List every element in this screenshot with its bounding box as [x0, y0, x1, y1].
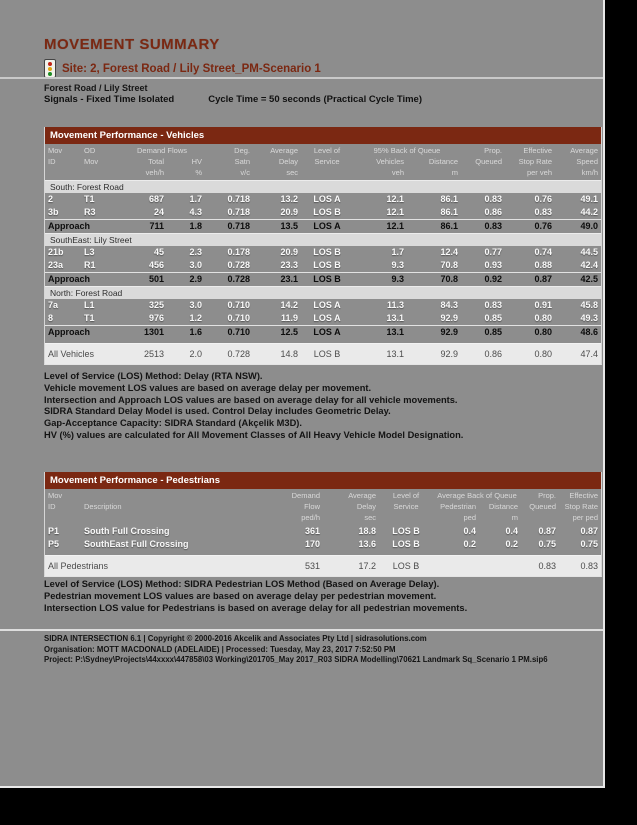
note-line: HV (%) values are calculated for All Movement Classes of All Heavy Vehicle Model Designation.	[44, 429, 464, 440]
pedestrians-header-line-1	[45, 490, 601, 501]
cell: 0.2	[463, 539, 476, 549]
cell: 48.6	[580, 327, 598, 337]
pedestrian-row	[45, 538, 601, 551]
cell: 1.7	[391, 247, 404, 257]
cell: L1	[84, 300, 95, 310]
movement-row	[45, 206, 601, 219]
cell: LOS B	[392, 526, 420, 536]
col-sub: Delay	[356, 502, 376, 511]
col-unit: sec	[286, 168, 298, 177]
cell: 0.86	[484, 207, 502, 217]
col-sub: Vehicles	[376, 157, 404, 166]
col-prop-queued: Prop.	[484, 146, 502, 155]
vehicle-notes	[44, 371, 600, 442]
cell: SouthEast Full Crossing	[84, 539, 189, 549]
cell: 0.83	[484, 194, 502, 204]
col-avg-delay: Average	[270, 146, 298, 155]
cell: 0.87	[538, 526, 556, 536]
col-unit: veh	[391, 168, 404, 177]
cell: 456	[148, 260, 164, 270]
note-line: Pedestrian movement LOS values are based on average delay per pedestrian movement.	[44, 590, 437, 601]
movement-row	[45, 299, 601, 312]
cell: 0.710	[227, 300, 250, 310]
report-footer	[44, 634, 600, 666]
col-sub: HV	[191, 157, 202, 166]
cell: R1	[84, 260, 96, 270]
approach-label: Approach	[48, 221, 91, 231]
cell: 531	[304, 561, 320, 571]
cell: 23a	[48, 260, 64, 270]
vehicles-column-header	[45, 144, 601, 180]
traffic-light-icon	[44, 59, 56, 78]
cell: 13.6	[358, 539, 376, 549]
approach-label: Approach	[48, 274, 91, 284]
vehicles-table-title: Movement Performance - Vehicles	[45, 127, 601, 144]
cell: 12.1	[386, 207, 404, 217]
cell: 361	[304, 526, 320, 536]
cell: 92.9	[440, 349, 458, 359]
cell: 45	[153, 247, 164, 257]
cell: LOS B	[313, 349, 341, 359]
cell: 70.8	[440, 260, 458, 270]
cell: South Full Crossing	[84, 526, 170, 536]
col-sub: Flow	[304, 502, 320, 511]
cell: 49.3	[580, 313, 598, 323]
cell: 13.5	[280, 221, 298, 231]
cell: LOS A	[313, 194, 341, 204]
cell: 0.80	[534, 349, 552, 359]
cell: 0.710	[227, 313, 250, 323]
cell: LOS A	[313, 300, 341, 310]
col-unit: km/h	[581, 168, 598, 177]
cell: 84.3	[440, 300, 458, 310]
col-demand-flow: Demand	[291, 491, 320, 500]
cell: 13.1	[386, 327, 404, 337]
cell: 1.7	[189, 194, 202, 204]
cell: 0.83	[484, 221, 502, 231]
cell: 0.91	[534, 300, 552, 310]
cell: 20.9	[280, 207, 298, 217]
col-demand-flows: Demand Flows	[136, 146, 188, 155]
cell: 49.1	[580, 194, 598, 204]
col-mov-id: Mov	[48, 491, 63, 500]
cell: 24	[153, 207, 164, 217]
cell: 0.83	[538, 561, 556, 571]
cell: 687	[148, 194, 164, 204]
col-sub: Queued	[475, 157, 502, 166]
cell: 0.728	[227, 260, 250, 270]
cell: 11.3	[386, 300, 404, 310]
cell: 0.83	[534, 207, 552, 217]
col-sub: ID	[48, 502, 56, 511]
cell: 44.5	[580, 247, 598, 257]
cell: 1.8	[189, 221, 202, 231]
col-unit: per veh	[526, 168, 552, 177]
cell: 1.2	[189, 313, 202, 323]
pedestrians-column-header	[45, 489, 601, 525]
pedestrian-notes	[44, 579, 600, 614]
cell: 11.9	[280, 313, 298, 323]
cell: R3	[84, 207, 96, 217]
cell: 42.5	[580, 274, 598, 284]
cell: 0.76	[534, 221, 552, 231]
col-unit: %	[195, 168, 202, 177]
cell: 0.80	[534, 313, 552, 323]
col-sub: Queued	[529, 502, 556, 511]
cell: 2513	[143, 349, 164, 359]
cell: 976	[148, 313, 164, 323]
footer-line-project: Project: P:\Sydney\Projects\44xxxx\447858\03 Working\201705_May 2017_R03 SIDRA Modelling\70621 Landmark Sq_Scenario 1 PM.sip6	[44, 655, 548, 664]
note-line: Intersection and Approach LOS values are based on average delay for all vehicle movements.	[44, 394, 458, 405]
cell: 12.5	[280, 327, 298, 337]
cell: P5	[48, 539, 60, 549]
col-unit: veh/h	[145, 168, 164, 177]
vehicles-header-units	[45, 167, 601, 178]
pedestrians-table	[44, 472, 602, 577]
movement-row	[45, 312, 601, 325]
cell: 23.3	[280, 260, 298, 270]
col-unit: v/c	[240, 168, 250, 177]
red-light-dot	[48, 62, 52, 66]
cell: 12.4	[440, 247, 458, 257]
cell: LOS A	[313, 313, 341, 323]
cell: 3.0	[189, 300, 202, 310]
cell: 9.3	[391, 260, 404, 270]
cell: 7a	[48, 300, 59, 310]
cell: 17.2	[358, 561, 376, 571]
footer-line-organisation: Organisation: MOTT MACDONALD (ADELAIDE) | Processed: Tuesday, May 23, 2017 7:52:50 PM	[44, 644, 396, 654]
cell: 70.8	[440, 274, 458, 284]
cell: LOS B	[392, 539, 420, 549]
cell: 3b	[48, 207, 59, 217]
cell: 42.4	[580, 260, 598, 270]
cell: 86.1	[440, 221, 458, 231]
col-unit: ped	[463, 513, 476, 522]
cell: 12.1	[386, 194, 404, 204]
approach-summary-row	[45, 272, 601, 286]
col-sub: ID	[48, 157, 56, 166]
control-type: Signals - Fixed Time Isolated	[44, 94, 175, 105]
cycle-time: Cycle Time = 50 seconds (Practical Cycle Time)	[208, 94, 423, 105]
cell: P1	[48, 526, 60, 536]
cell: 14.8	[280, 349, 298, 359]
control-summary	[44, 94, 422, 105]
cell: 0.86	[484, 349, 502, 359]
cell: 0.93	[484, 260, 502, 270]
cell: 170	[304, 539, 320, 549]
cell: 501	[148, 274, 164, 284]
cell: LOS B	[392, 561, 420, 571]
approach-group-label: North: Forest Road	[45, 286, 601, 299]
pedestrian-row	[45, 525, 601, 538]
col-sub: Speed	[576, 157, 598, 166]
cell: LOS B	[313, 260, 341, 270]
col-od-mov: OD	[84, 146, 96, 155]
col-back-of-queue: 95% Back of Queue	[373, 146, 441, 155]
note-line: Vehicle movement LOS values are based on average delay per movement.	[44, 382, 372, 393]
cell: 0.83	[580, 561, 598, 571]
col-los: Level of	[313, 146, 341, 155]
pedestrians-table-title: Movement Performance - Pedestrians	[45, 472, 601, 489]
cell: 86.1	[440, 207, 458, 217]
cell: LOS B	[313, 207, 341, 217]
col-sub: Description	[84, 502, 122, 511]
col-sub: Stop Rate	[564, 502, 598, 511]
cell: 2.9	[189, 274, 202, 284]
col-unit: per ped	[572, 513, 598, 522]
col-unit: ped/h	[301, 513, 320, 522]
cell: 0.87	[534, 274, 552, 284]
all-pedestrians-row	[45, 555, 601, 576]
approach-summary-row	[45, 219, 601, 233]
approach-label: Approach	[48, 327, 91, 337]
cell: 0.728	[227, 274, 250, 284]
cell: 47.4	[580, 349, 598, 359]
site-title: Site: 2, Forest Road / Lily Street_PM-Scenario 1	[62, 62, 321, 75]
cell: 0.85	[484, 327, 502, 337]
cell: 0.710	[227, 327, 250, 337]
col-stop-rate: Effective	[569, 491, 598, 500]
note-line: Intersection LOS value for Pedestrians is based on average delay for all pedestrian movements.	[44, 602, 468, 613]
cell: 92.9	[440, 313, 458, 323]
col-los: Level of	[392, 491, 420, 500]
vehicles-header-line-2	[45, 156, 601, 167]
cell: 0.4	[505, 526, 518, 536]
green-light-dot	[48, 72, 52, 76]
cell: 711	[149, 221, 164, 231]
cell: 14.2	[280, 300, 298, 310]
col-prop-queued: Prop.	[538, 491, 556, 500]
cell: 0.74	[534, 247, 552, 257]
cell: 0.718	[227, 207, 250, 217]
cell: 0.87	[580, 526, 598, 536]
approach-group-label: South: Forest Road	[45, 180, 601, 193]
col-avg-delay: Average	[348, 491, 376, 500]
col-sub: Service	[393, 502, 419, 511]
col-sub: Stop Rate	[518, 157, 552, 166]
cell: 0.83	[484, 300, 502, 310]
cell	[433, 556, 479, 576]
cell: 23.1	[280, 274, 298, 284]
cell: 0.92	[484, 274, 502, 284]
cell: 4.3	[189, 207, 202, 217]
cell: 0.728	[227, 349, 250, 359]
col-unit: m	[511, 513, 518, 522]
cell: 0.76	[534, 194, 552, 204]
col-back-of-queue: Average Back of Queue	[437, 491, 517, 500]
col-avg-speed: Average	[570, 146, 598, 155]
all-pedestrians-label: All Pedestrians	[48, 561, 109, 571]
pedestrians-table-body	[45, 525, 601, 551]
cell: T1	[84, 313, 95, 323]
col-unit: sec	[364, 513, 376, 522]
cell: 86.1	[440, 194, 458, 204]
col-sub: Distance	[428, 157, 458, 166]
cell: 13.1	[386, 349, 404, 359]
pedestrians-header-units	[45, 512, 601, 523]
vehicles-header-line-1	[45, 145, 601, 156]
vehicles-table	[44, 127, 602, 365]
cell: L3	[84, 247, 95, 257]
header-divider	[0, 77, 603, 79]
vehicles-table-body	[45, 180, 601, 339]
col-sub: Service	[314, 157, 340, 166]
cell: 0.77	[484, 247, 502, 257]
cell: 0.718	[227, 194, 250, 204]
cell: 0.178	[227, 247, 250, 257]
col-sub: Total	[148, 157, 164, 166]
col-unit: m	[451, 168, 458, 177]
note-line: SIDRA Standard Delay Model is used. Control Delay includes Geometric Delay.	[44, 406, 391, 417]
approach-summary-row	[45, 325, 601, 339]
cell: 0.80	[534, 327, 552, 337]
cell: 13.2	[280, 194, 298, 204]
movement-row	[45, 259, 601, 272]
footer-divider	[0, 629, 603, 631]
movement-row	[45, 246, 601, 259]
cell: 2.3	[189, 247, 202, 257]
cell: 1.6	[189, 327, 202, 337]
intersection-name: Forest Road / Lily Street	[44, 83, 148, 93]
cell: LOS B	[313, 247, 341, 257]
yellow-light-dot	[48, 67, 52, 71]
all-vehicles-row	[45, 343, 601, 364]
cell: 0.88	[534, 260, 552, 270]
cell: 0.718	[227, 221, 250, 231]
col-deg-satn: Deg.	[234, 146, 250, 155]
col-sub: Mov	[84, 157, 99, 166]
cell: 9.3	[391, 274, 404, 284]
cell: 92.9	[440, 327, 458, 337]
cell: LOS A	[313, 221, 341, 231]
cell: 8	[48, 313, 54, 323]
note-line: Level of Service (LOS) Method: SIDRA Pedestrian LOS Method (Based on Average Delay).	[44, 579, 440, 589]
cell: 20.9	[280, 247, 298, 257]
cell: 49.0	[580, 221, 598, 231]
cell: 0.75	[580, 539, 598, 549]
note-line: Level of Service (LOS) Method: Delay (RTA NSW).	[44, 371, 263, 381]
cell: 21b	[48, 247, 64, 257]
note-line: Gap-Acceptance Capacity: SIDRA Standard (Akçelik M3D).	[44, 418, 302, 429]
cell: 2	[48, 194, 54, 204]
col-sub: Delay	[278, 157, 298, 166]
cell: 0.2	[505, 539, 518, 549]
cell: T1	[84, 194, 95, 204]
page-title: MOVEMENT SUMMARY	[44, 36, 220, 53]
movement-row	[45, 193, 601, 206]
cell	[479, 556, 521, 576]
cell: 325	[148, 300, 164, 310]
cell: 1301	[143, 327, 164, 337]
col-stop-rate: Effective	[523, 146, 552, 155]
approach-group-label: SouthEast: Lily Street	[45, 233, 601, 246]
cell: 12.1	[386, 221, 404, 231]
pedestrians-header-line-2	[45, 501, 601, 512]
cell: 3.0	[189, 260, 202, 270]
cell: 18.8	[358, 526, 376, 536]
cell: LOS A	[313, 327, 341, 337]
cell: 0.4	[463, 526, 476, 536]
col-sub: Pedestrian	[440, 502, 476, 511]
cell: 44.2	[580, 207, 598, 217]
footer-line-copyright: SIDRA INTERSECTION 6.1 | Copyright © 2000-2016 Akcelik and Associates Pty Ltd | sidrasolutions.com	[44, 634, 427, 643]
cell: LOS B	[313, 274, 341, 284]
col-mov-id: Mov	[48, 146, 63, 155]
all-vehicles-label: All Vehicles	[48, 349, 95, 359]
cell: 0.85	[484, 313, 502, 323]
cell: 45.8	[580, 300, 598, 310]
col-sub: Satn	[234, 157, 250, 166]
cell: 0.75	[538, 539, 556, 549]
site-heading	[44, 59, 321, 78]
cell: 13.1	[386, 313, 404, 323]
col-sub: Distance	[488, 502, 518, 511]
cell: 2.0	[189, 349, 202, 359]
